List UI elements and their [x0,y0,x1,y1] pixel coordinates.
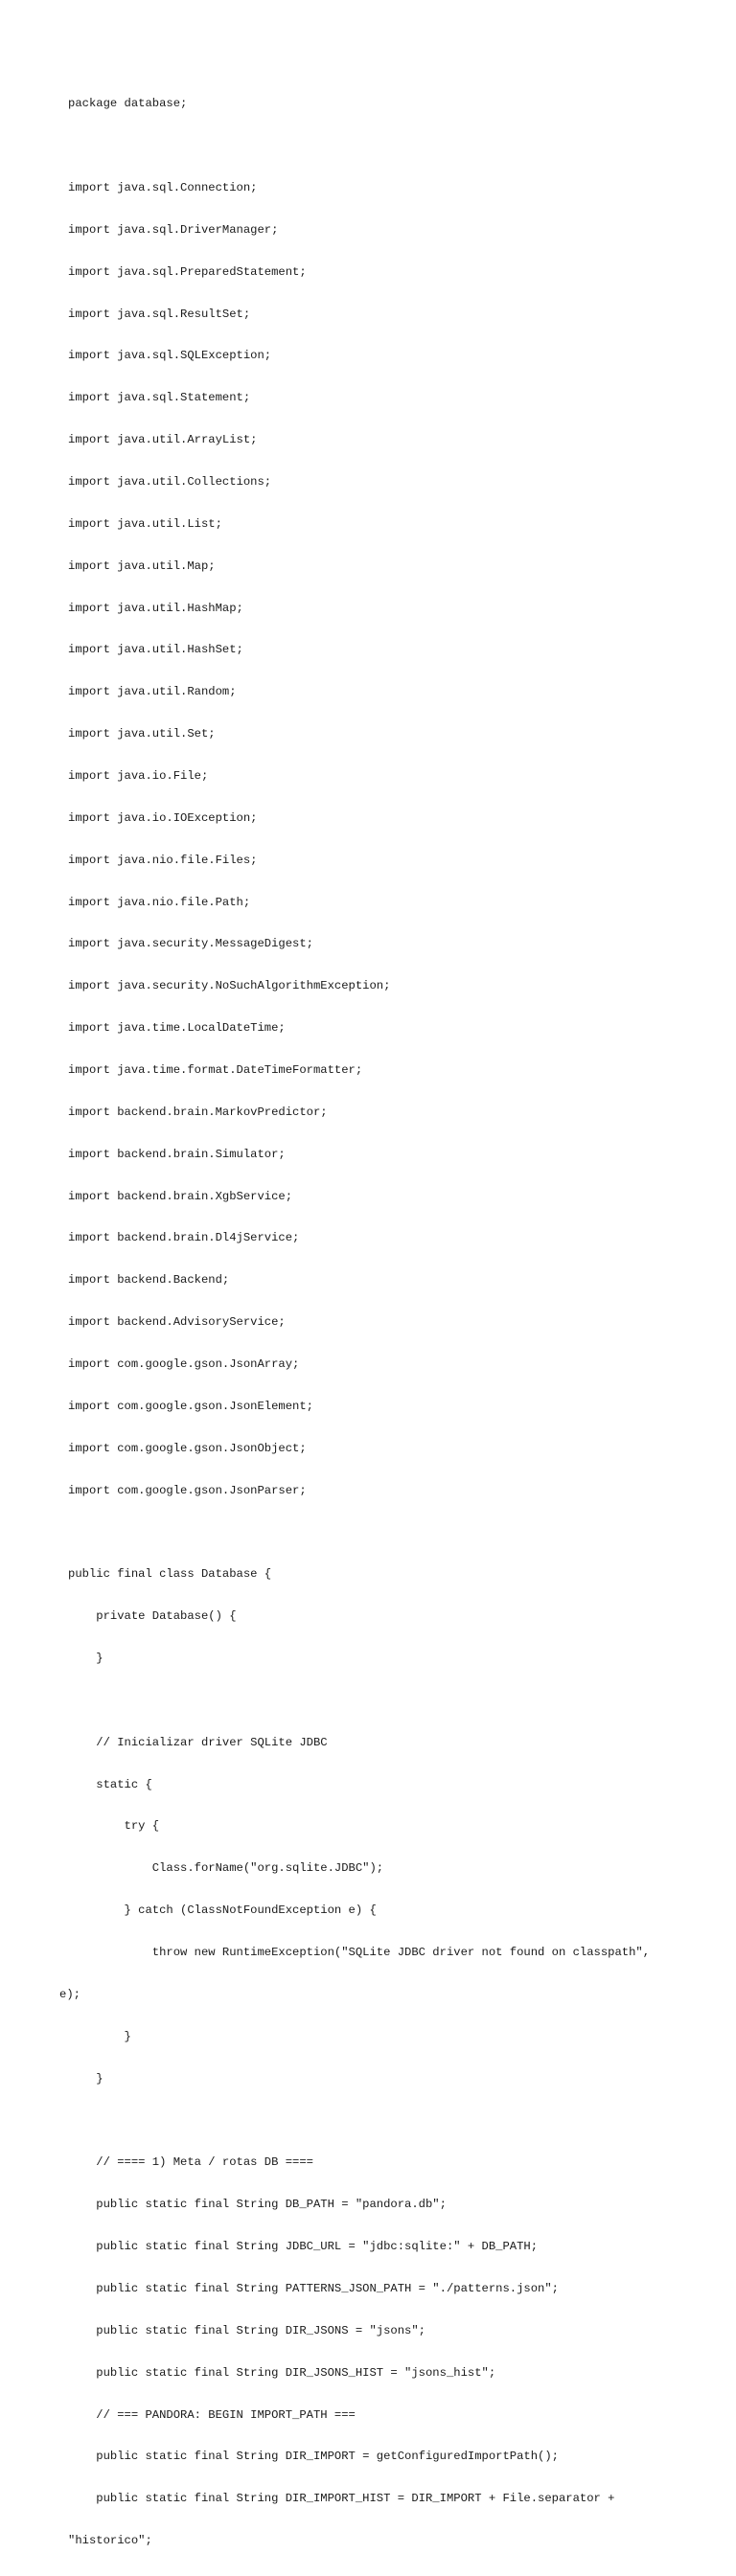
code-line: static { [68,1777,152,1791]
code-line: } catch (ClassNotFoundException e) { [68,1904,377,1918]
code-line: } [68,2071,104,2086]
code-line: try { [68,1819,160,1834]
code-line: import java.io.IOException; [68,810,258,825]
code-line: import java.io.File; [68,769,209,783]
code-line: public static final String PATTERNS_JSON_PATH = "./patterns.json"; [68,2281,559,2295]
code-line: import backend.brain.MarkovPredictor; [68,1105,328,1119]
code-line: public static final String DB_PATH = "pandora.db"; [68,2198,447,2212]
code-line: public static final String DIR_IMPORT = getConfiguredImportPath(); [68,2450,559,2464]
code-line: "historico"; [68,2534,152,2548]
code-line [68,2114,650,2129]
code-line: throw new RuntimeException("SQLite JDBC driver not found on classpath", [68,1946,651,1960]
code-line: } [68,1652,104,1666]
code-line: // === PANDORA: BEGIN IMPORT_PATH === [68,2407,356,2422]
code-line: import java.util.HashMap; [68,601,243,615]
code-line: package database; [68,97,188,111]
code-line: import java.nio.file.Files; [68,853,258,867]
code-line: import java.util.Collections; [68,474,272,489]
code-line: import java.time.LocalDateTime; [68,1021,286,1036]
code-line: import backend.AdvisoryService; [68,1315,286,1330]
code-line: import java.util.Random; [68,685,237,699]
code-line [68,1694,650,1708]
code-line: public static final String JDBC_URL = "jdbc:sqlite:" + DB_PATH; [68,2240,539,2254]
code-line: import com.google.gson.JsonObject; [68,1441,307,1455]
code-line: public static final String DIR_JSONS = "jsons"; [68,2323,426,2337]
code-line: // ==== 1) Meta / rotas DB ==== [68,2155,313,2170]
code-line: import java.sql.Connection; [68,180,258,194]
code-line: import com.google.gson.JsonArray; [68,1357,300,1372]
code-line: import java.util.HashSet; [68,643,243,657]
code-line [68,139,650,153]
code-line: public static final String DIR_IMPORT_HIST = DIR_IMPORT + File.separator + [68,2492,615,2506]
code-line: import backend.brain.Dl4jService; [68,1231,300,1245]
code-line: // Inicializar driver SQLite JDBC [68,1735,328,1749]
code-line: } [68,2029,131,2043]
code-line: import java.sql.DriverManager; [68,222,279,237]
code-line: import java.sql.PreparedStatement; [68,264,307,279]
code-line: import java.util.ArrayList; [68,433,258,447]
code-line-wrapped: e); [59,1987,80,2001]
code-line: import java.security.NoSuchAlgorithmException; [68,979,391,993]
code-line: import java.util.Set; [68,727,216,741]
source-code-block [59,69,651,2576]
code-line: Class.forName("org.sqlite.JDBC"); [68,1861,384,1876]
code-line: import java.sql.SQLException; [68,349,272,363]
code-line: import java.sql.Statement; [68,391,251,405]
code-line: public final class Database { [68,1567,272,1582]
code-line: import com.google.gson.JsonElement; [68,1399,313,1413]
code-line: import java.util.List; [68,516,222,531]
code-line: import java.nio.file.Path; [68,895,251,909]
code-line: import com.google.gson.JsonParser; [68,1483,307,1497]
code-line: import backend.Backend; [68,1273,230,1288]
code-line: import backend.brain.XgbService; [68,1189,293,1203]
code-line: import java.util.Map; [68,559,216,573]
code-line: import java.sql.ResultSet; [68,307,251,321]
code-line: import java.security.MessageDigest; [68,937,313,951]
code-line: import java.time.format.DateTimeFormatter; [68,1063,363,1078]
code-line [68,1525,650,1539]
code-line: import backend.brain.Simulator; [68,1147,286,1161]
code-line: public static final String DIR_JSONS_HIST = "jsons_hist"; [68,2365,496,2380]
code-line: private Database() { [68,1609,237,1624]
